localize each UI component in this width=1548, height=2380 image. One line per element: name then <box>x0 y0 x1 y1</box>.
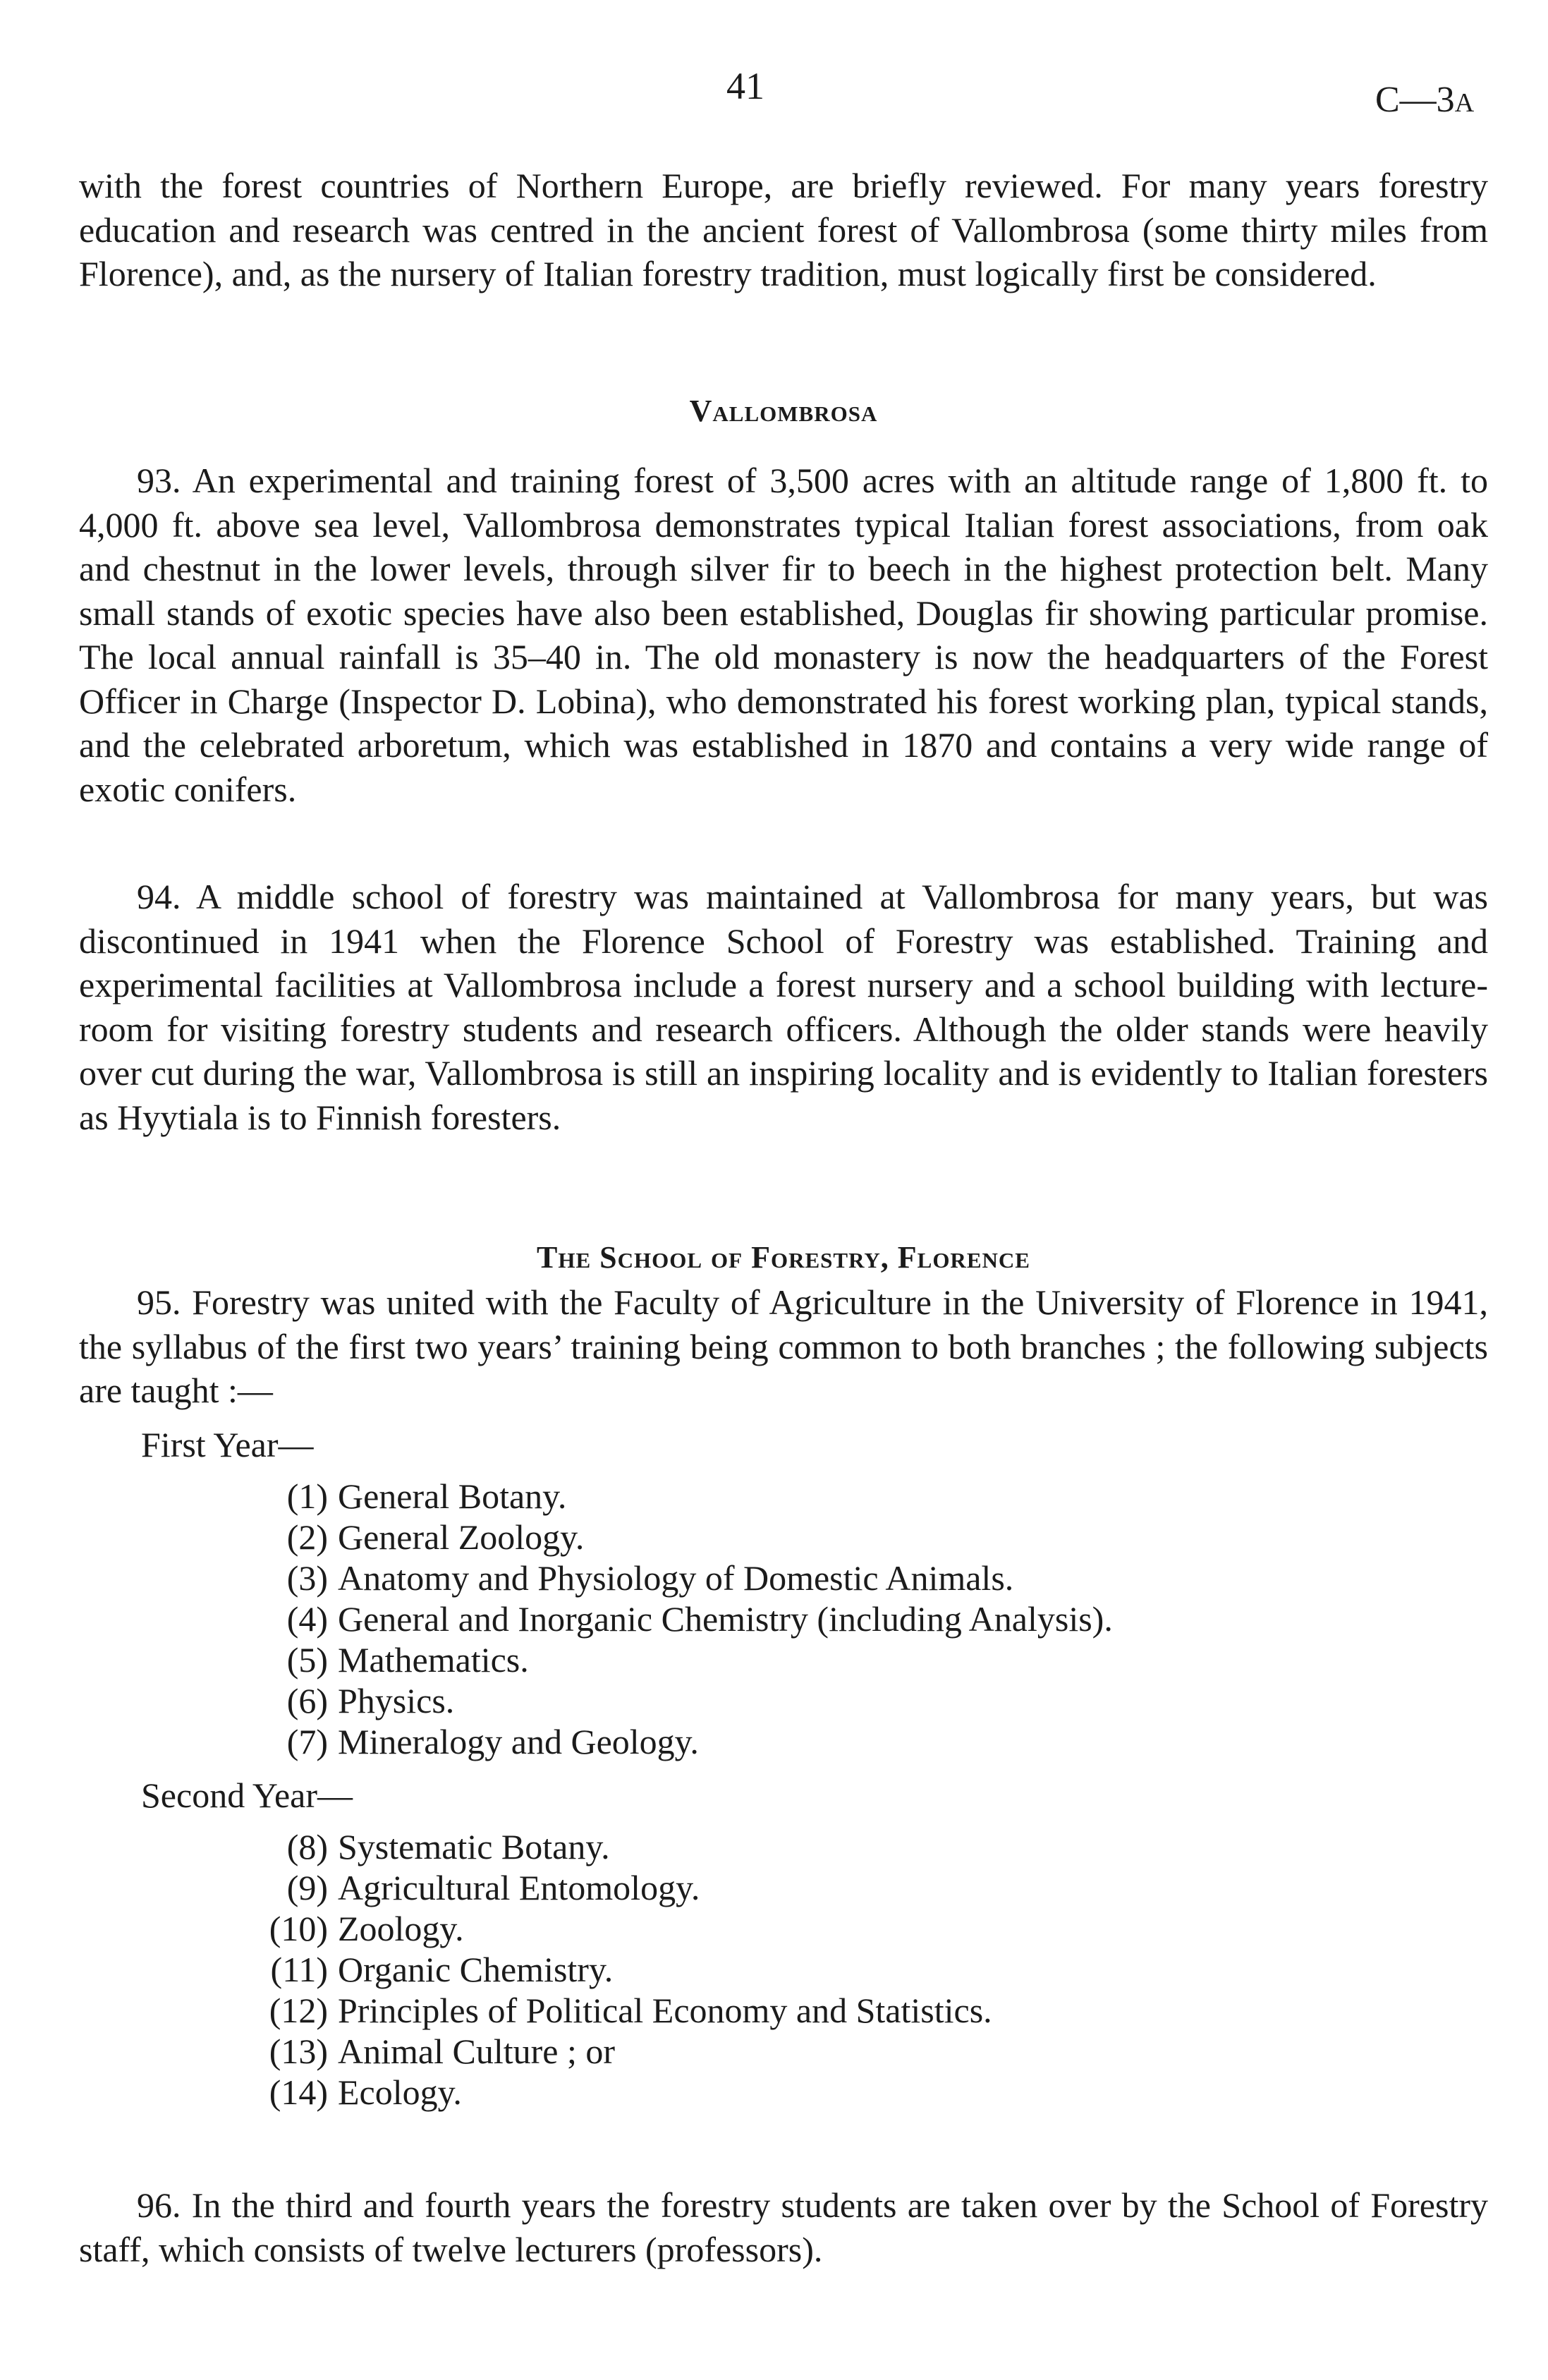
item-number: (2) <box>286 1517 328 1557</box>
second-year-label: Second Year— <box>141 1775 353 1815</box>
item-subject: Mathematics. <box>338 1640 529 1680</box>
list-item <box>243 1476 1113 1517</box>
item-number: (5) <box>286 1640 328 1680</box>
list-item <box>243 1680 1113 1721</box>
item-subject: Organic Chemistry. <box>338 1950 614 1989</box>
list-item <box>243 1867 992 1908</box>
paragraph-94: 94. A middle school of forestry was maintained at Vallombrosa for many years, but was discontinued in 1941 when the Florence School of Forestry was established. Training and experimental facilities at Vallombrosa include a forest nursery and a school building with lecture-room for visiting forestry students and research officers. Although the older stands were heavily over cut during the war, Vallombrosa is still an inspiring locality and is evidently to Italian foresters as Hyytiala is to Finnish foresters. <box>79 877 1488 1137</box>
list-item <box>243 2031 992 2072</box>
list-item <box>243 1558 1113 1598</box>
item-subject: Principles of Political Economy and Statistics. <box>338 1991 992 2030</box>
item-subject: Physics. <box>338 1681 455 1720</box>
intro-paragraph: with the forest countries of Northern Europe, are briefly reviewed. For many years forestry education and research was centred in the ancient forest of Vallombrosa (some thirty miles from Florence), and, as the nursery of Italian forestry tradition, must logically first be considered. <box>79 166 1488 293</box>
document-reference <box>1375 79 1474 124</box>
item-number: (3) <box>286 1558 328 1598</box>
item-subject: General Botany. <box>338 1476 567 1516</box>
list-item <box>243 1990 992 2031</box>
item-subject: Agricultural Entomology. <box>338 1868 700 1907</box>
item-number: (6) <box>286 1681 328 1720</box>
list-item <box>243 1721 1113 1762</box>
list-item <box>243 1598 1113 1639</box>
section-heading-school-of-forestry: The School of Forestry, Florence <box>537 1240 1030 1275</box>
item-number: (11) <box>270 1950 328 1989</box>
item-number: (10) <box>269 1909 328 1948</box>
item-number: (14) <box>269 2072 328 2112</box>
item-subject: Zoology. <box>338 1909 464 1948</box>
paragraph-95: 95. Forestry was united with the Faculty of Agriculture in the University of Florence in 1941, the syllabus of the first two years’ training being common to both branches ; the following subjects are taught :— <box>79 1282 1488 1410</box>
paragraph-93: 93. An experimental and training forest of 3,500 acres with an altitude range of 1,800 ft. to 4,000 ft. above sea level, Vallombrosa demonstrates typical Italian forest associations, from oak and chestnut in the lower levels, through silver fir to beech in the highest protection belt. Many small stands of exotic species have also been established, Douglas fir showing particular promise. The local annual rainfall is 35–40 in. The old monastery is now the headquarters of the Forest Officer in Charge (Inspector D. Lobina), who demonstrated his forest working plan, typical stands, and the celebrated arboretum, which was established in 1870 and contains a very wide range of exotic conifers. <box>79 461 1488 809</box>
document-reference-suffix: A <box>1454 88 1475 118</box>
paragraph-96: 96. In the third and fourth years the forestry students are taken over by the School of Forestry staff, which consists of twelve lecturers (professors). <box>79 2185 1488 2269</box>
item-number: (12) <box>269 1991 328 2030</box>
list-item <box>243 1826 992 1867</box>
item-number: (8) <box>286 1827 328 1866</box>
item-subject: General Zoology. <box>338 1517 585 1557</box>
page-number: 41 <box>726 65 764 107</box>
list-item <box>243 2072 992 2113</box>
list-item <box>243 1949 992 1990</box>
item-number: (9) <box>286 1868 328 1907</box>
first-year-subject-list <box>243 1476 1113 1762</box>
item-subject: Animal Culture ; or <box>338 2032 615 2071</box>
document-reference-main: C—3 <box>1375 80 1455 120</box>
item-number: (7) <box>286 1722 328 1761</box>
first-year-label: First Year— <box>141 1425 314 1464</box>
item-subject: Systematic Botany. <box>338 1827 610 1866</box>
item-subject: Ecology. <box>338 2072 462 2112</box>
item-subject: General and Inorganic Chemistry (including Analysis). <box>338 1599 1113 1639</box>
item-number: (13) <box>269 2032 328 2071</box>
list-item <box>243 1908 992 1949</box>
list-item <box>243 1517 1113 1558</box>
second-year-subject-list <box>243 1826 992 2113</box>
item-subject: Anatomy and Physiology of Domestic Animals. <box>338 1558 1014 1598</box>
section-heading-vallombrosa: Vallombrosa <box>689 394 878 428</box>
list-item <box>243 1639 1113 1680</box>
item-subject: Mineralogy and Geology. <box>338 1722 699 1761</box>
item-number: (4) <box>286 1599 328 1639</box>
item-number: (1) <box>286 1476 328 1516</box>
